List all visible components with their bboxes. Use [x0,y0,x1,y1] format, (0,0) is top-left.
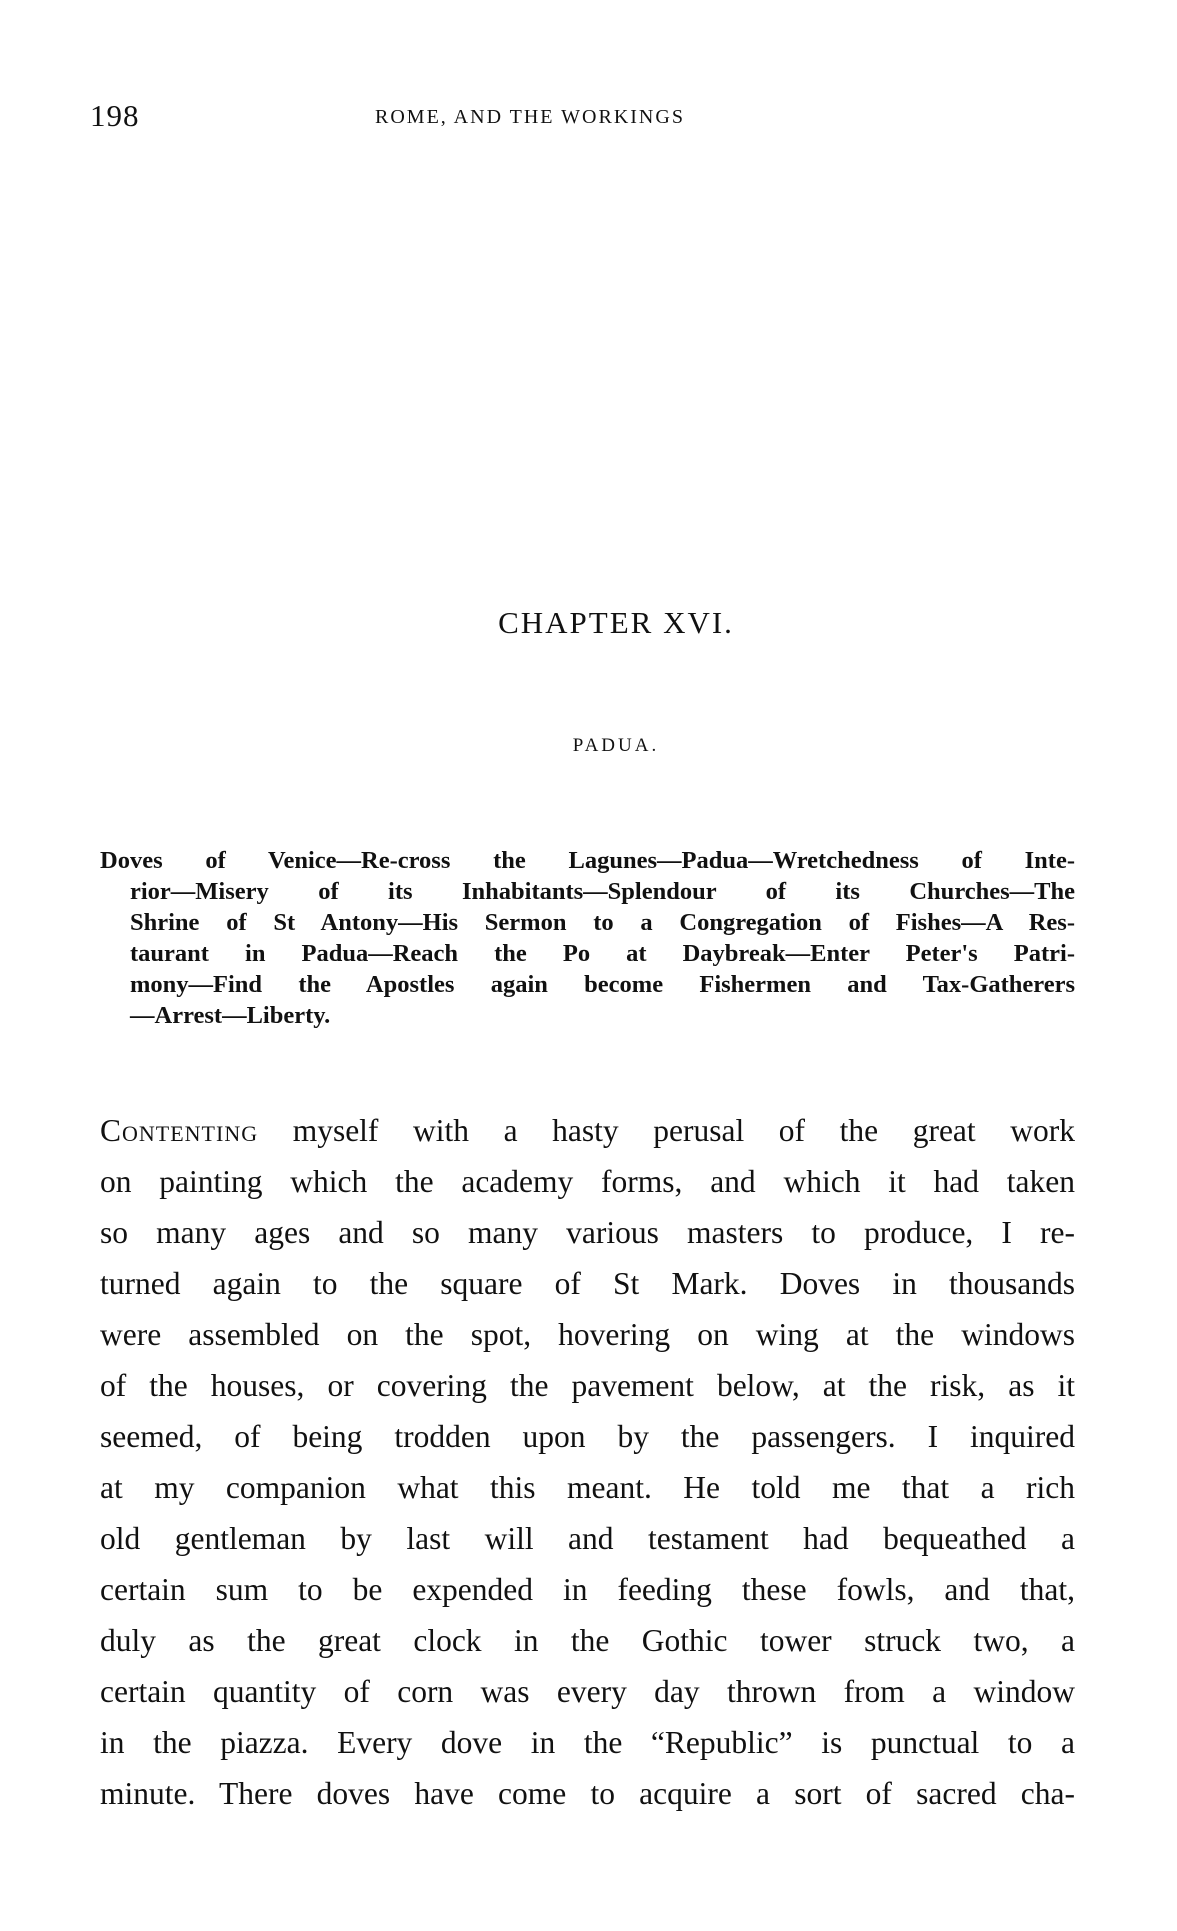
body-line: duly as the great clock in the Gothic tower struck two, a [100,1623,1075,1658]
chapter-title: CHAPTER XVI. [498,605,734,640]
running-head: ROME, AND THE WORKINGS [375,106,685,128]
page-header [90,98,1090,138]
body-line: certain quantity of corn was every day thrown from a window [100,1674,1075,1709]
body-line: so many ages and so many various masters to produce, I re- [100,1215,1075,1250]
summary-line: —Arrest—Liberty. [130,1002,331,1029]
body-line: seemed, of being trodden upon by the passengers. I inquired [100,1419,1075,1454]
body-line: in the piazza. Every dove in the “Republic” is punctual to a [100,1725,1075,1760]
summary-line: rior—Misery of its Inhabitants—Splendour of its Churches—The [130,878,1075,905]
body-line: at my companion what this meant. He told me that a rich [100,1470,1075,1505]
body-line: of the houses, or covering the pavement below, at the risk, as it [100,1368,1075,1403]
page-number: 198 [90,98,140,133]
body-line: certain sum to be expended in feeding these fowls, and that, [100,1572,1075,1607]
chapter-summary [100,845,1075,1031]
first-line-text: myself with a hasty perusal of the great work [292,1113,1075,1148]
body-line: old gentleman by last will and testament had bequeathed a [100,1521,1075,1556]
body-line: on painting which the academy forms, and which it had taken [100,1164,1075,1199]
summary-line: mony—Find the Apostles again become Fishermen and Tax-Gatherers [130,971,1075,998]
summary-line: Doves of Venice—Re-cross the Lagunes—Padua—Wretchedness of Inte- [100,847,1075,874]
body-line [100,1105,1075,1156]
body-line: were assembled on the spot, hovering on wing at the windows [100,1317,1075,1352]
body-paragraph [100,1105,1075,1819]
body-line: minute. There doves have come to acquire a sort of sacred cha- [100,1776,1075,1811]
body-line: turned again to the square of St Mark. Doves in thousands [100,1266,1075,1301]
summary-line: taurant in Padua—Reach the Po at Daybreak—Enter Peter's Patri- [130,940,1075,967]
chapter-subtitle: PADUA. [572,735,660,756]
summary-line: Shrine of St Antony—His Sermon to a Congregation of Fishes—A Res- [130,909,1075,936]
opening-word: Contenting [100,1113,259,1148]
